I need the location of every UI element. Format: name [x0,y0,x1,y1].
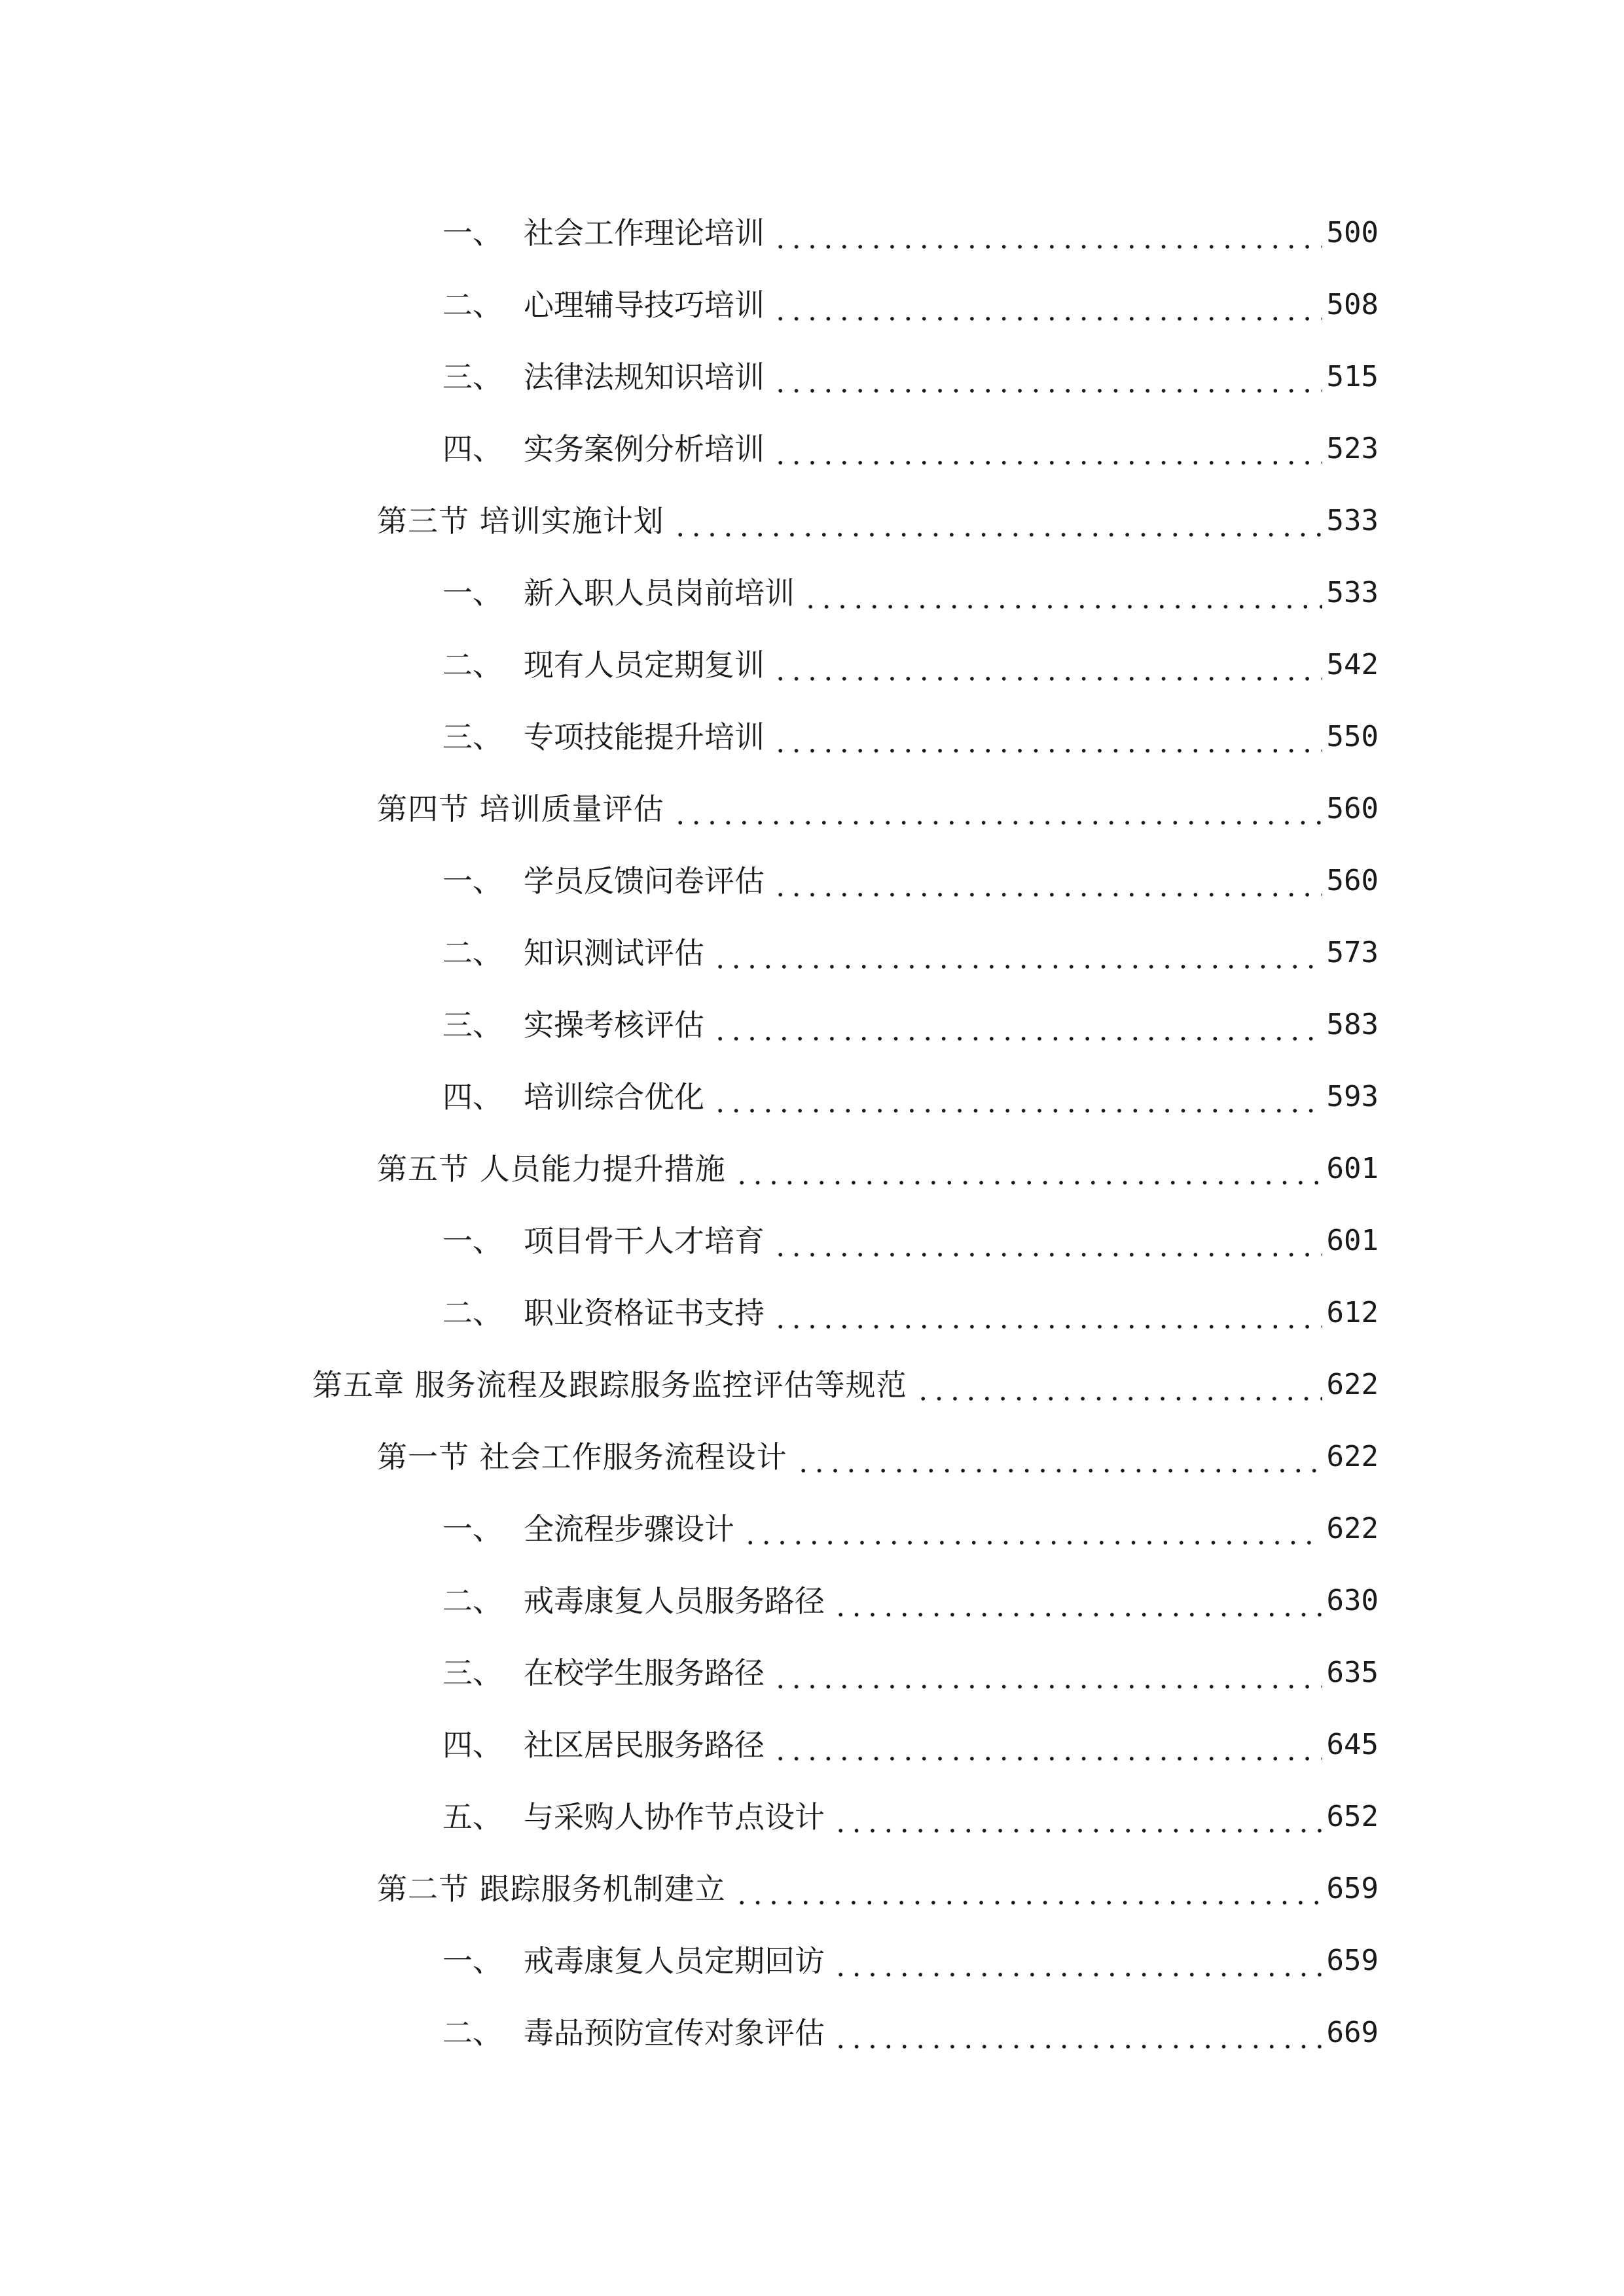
dot-leader [712,1005,1322,1045]
toc-entry-title: 新入职人员岗前培训 [524,575,795,611]
toc-entry-item[interactable] [0,340,1624,412]
toc-entry-page-number: 560 [1326,792,1379,825]
toc-entry-number: 二、 [442,1295,503,1331]
dot-leader [772,1221,1322,1261]
toc-entry-title: 在校学生服务路径 [524,1655,765,1691]
toc-entry-title: 现有人员定期复训 [524,647,765,683]
toc-entry-line [442,1077,1379,1117]
toc-entry-line [442,933,1379,973]
toc-entry-line [442,861,1379,901]
toc-entry-title: 第四节 培训质量评估 [377,791,664,827]
toc-entry-title: 第五章 服务流程及跟踪服务监控评估等规范 [312,1367,907,1403]
toc-entry-title: 第三节 培训实施计划 [377,503,664,539]
toc-entry-title: 戒毒康复人员服务路径 [524,1583,825,1619]
toc-entry-item[interactable] [0,1204,1624,1276]
toc-entry-line [377,1869,1379,1909]
toc-entry-number: 二、 [442,1583,503,1619]
toc-entry-number: 三、 [442,359,503,395]
toc-entry-line [442,285,1379,325]
toc-entry-item[interactable] [0,1564,1624,1636]
dot-leader [734,1869,1322,1909]
dot-leader [833,1581,1322,1621]
dot-leader [772,1293,1322,1333]
toc-entry-line [442,213,1379,253]
dot-leader [833,2013,1322,2053]
toc-entry-page-number: 573 [1326,936,1379,969]
toc-entry-title: 社区居民服务路径 [524,1727,765,1763]
toc-entry-section[interactable] [0,484,1624,556]
toc-entry-page-number: 659 [1326,1944,1379,1977]
toc-entry-line [442,1725,1379,1765]
toc-entry-line [442,1653,1379,1693]
toc-entry-page-number: 508 [1326,288,1379,321]
dot-leader [772,1653,1322,1693]
toc-entry-number: 四、 [442,1079,503,1115]
toc-entry-page-number: 593 [1326,1080,1379,1113]
toc-entry-line [377,789,1379,829]
toc-entry-title: 心理辅导技巧培训 [524,287,765,323]
toc-entry-number: 三、 [442,1655,503,1691]
toc-entry-line [442,2013,1379,2053]
dot-leader [742,1509,1322,1549]
table-of-contents [0,196,1624,2068]
toc-entry-section[interactable] [0,772,1624,844]
toc-entry-title: 第五节 人员能力提升措施 [377,1151,726,1187]
toc-entry-page-number: 630 [1326,1584,1379,1617]
toc-entry-page-number: 612 [1326,1296,1379,1329]
toc-entry-line [442,1797,1379,1837]
toc-entry-item[interactable] [0,412,1624,484]
toc-entry-title: 第一节 社会工作服务流程设计 [377,1439,787,1475]
toc-entry-item[interactable] [0,844,1624,916]
toc-entry-page-number: 500 [1326,216,1379,249]
dot-leader [672,789,1322,829]
toc-entry-page-number: 515 [1326,360,1379,393]
toc-entry-page-number: 550 [1326,720,1379,753]
toc-entry-item[interactable] [0,988,1624,1060]
dot-leader [772,645,1322,685]
toc-entry-page-number: 601 [1326,1224,1379,1257]
dot-leader [772,861,1322,901]
toc-entry-title: 专项技能提升培训 [524,719,765,755]
toc-entry-item[interactable] [0,556,1624,628]
dot-leader [772,285,1322,325]
dot-leader [915,1365,1322,1405]
toc-entry-page-number: 622 [1326,1440,1379,1473]
toc-entry-page-number: 669 [1326,2016,1379,2049]
toc-entry-number: 四、 [442,431,503,467]
toc-entry-page-number: 560 [1326,864,1379,897]
toc-entry-line [312,1365,1379,1405]
toc-entry-number: 四、 [442,1727,503,1763]
toc-entry-line [442,429,1379,469]
toc-entry-title: 毒品预防宣传对象评估 [524,2015,825,2051]
toc-entry-item[interactable] [0,1636,1624,1708]
toc-entry-line [442,1221,1379,1261]
toc-entry-number: 一、 [442,1943,503,1979]
toc-entry-page-number: 659 [1326,1872,1379,1905]
toc-entry-chapter[interactable] [0,1348,1624,1420]
toc-entry-page-number: 523 [1326,432,1379,465]
dot-leader [803,573,1322,613]
toc-entry-item[interactable] [0,1996,1624,2068]
toc-entry-page-number: 622 [1326,1512,1379,1545]
toc-entry-number: 一、 [442,863,503,899]
toc-entry-number: 二、 [442,647,503,683]
toc-entry-item[interactable] [0,628,1624,700]
dot-leader [772,717,1322,757]
dot-leader [833,1797,1322,1837]
toc-entry-line [442,717,1379,757]
toc-entry-title: 知识测试评估 [524,935,704,971]
toc-entry-number: 二、 [442,2015,503,2051]
toc-entry-line [442,1509,1379,1549]
dot-leader [734,1149,1322,1189]
toc-entry-title: 社会工作理论培训 [524,215,765,251]
dot-leader [772,357,1322,397]
toc-entry-page-number: 601 [1326,1152,1379,1185]
toc-entry-page-number: 622 [1326,1368,1379,1401]
toc-entry-page-number: 533 [1326,576,1379,609]
toc-entry-number: 一、 [442,575,503,611]
toc-entry-page-number: 635 [1326,1656,1379,1689]
toc-entry-number: 三、 [442,1007,503,1043]
dot-leader [772,213,1322,253]
toc-entry-number: 三、 [442,719,503,755]
toc-entry-title: 培训综合优化 [524,1079,704,1115]
toc-entry-title: 实操考核评估 [524,1007,704,1043]
toc-entry-line [377,1149,1379,1189]
toc-entry-line [442,573,1379,613]
toc-entry-title: 与采购人协作节点设计 [524,1799,825,1835]
toc-entry-line [442,357,1379,397]
toc-entry-section[interactable] [0,1132,1624,1204]
toc-entry-line [442,1581,1379,1621]
toc-entry-item[interactable] [0,1492,1624,1564]
toc-entry-line [442,645,1379,685]
toc-entry-number: 二、 [442,935,503,971]
toc-entry-title: 学员反馈问卷评估 [524,863,765,899]
toc-entry-line [377,1437,1379,1477]
toc-entry-page-number: 652 [1326,1800,1379,1833]
toc-entry-number: 一、 [442,1223,503,1259]
toc-entry-item[interactable] [0,196,1624,268]
toc-entry-number: 一、 [442,215,503,251]
toc-entry-item[interactable] [0,268,1624,340]
dot-leader [712,1077,1322,1117]
dot-leader [795,1437,1322,1477]
toc-entry-item[interactable] [0,1060,1624,1132]
toc-entry-title: 项目骨干人才培育 [524,1223,765,1259]
toc-entry-item[interactable] [0,1708,1624,1780]
toc-entry-page-number: 583 [1326,1008,1379,1041]
dot-leader [672,501,1322,541]
toc-entry-page-number: 542 [1326,648,1379,681]
toc-entry-page-number: 645 [1326,1728,1379,1761]
toc-entry-item[interactable] [0,700,1624,772]
toc-entry-number: 五、 [442,1799,503,1835]
toc-entry-section[interactable] [0,1420,1624,1492]
toc-entry-line [377,501,1379,541]
dot-leader [712,933,1322,973]
toc-entry-number: 二、 [442,287,503,323]
toc-entry-number: 一、 [442,1511,503,1547]
toc-entry-title: 戒毒康复人员定期回访 [524,1943,825,1979]
toc-entry-line [442,1293,1379,1333]
toc-entry-title: 第二节 跟踪服务机制建立 [377,1871,726,1907]
toc-entry-item[interactable] [0,1276,1624,1348]
toc-entry-section[interactable] [0,1852,1624,1924]
toc-entry-title: 全流程步骤设计 [524,1511,734,1547]
toc-entry-line [442,1005,1379,1045]
toc-entry-title: 实务案例分析培训 [524,431,765,467]
toc-entry-title: 法律法规知识培训 [524,359,765,395]
toc-entry-page-number: 533 [1326,504,1379,537]
dot-leader [833,1941,1322,1981]
toc-entry-item[interactable] [0,1924,1624,1996]
toc-entry-item[interactable] [0,1780,1624,1852]
dot-leader [772,1725,1322,1765]
toc-entry-item[interactable] [0,916,1624,988]
toc-entry-title: 职业资格证书支持 [524,1295,765,1331]
toc-entry-line [442,1941,1379,1981]
dot-leader [772,429,1322,469]
